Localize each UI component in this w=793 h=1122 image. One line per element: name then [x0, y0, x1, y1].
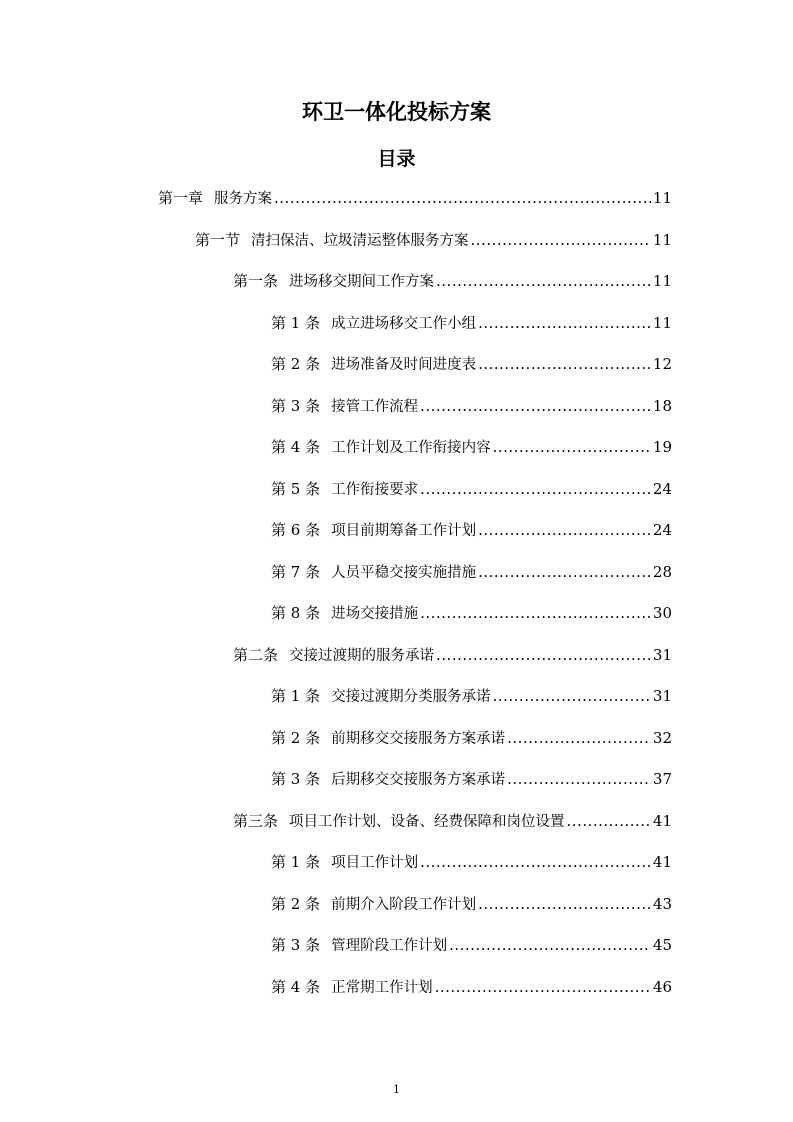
toc-entry-number: 第 4 条 [271, 978, 321, 996]
toc-leader-dots [420, 477, 651, 501]
toc-leader-dots [478, 311, 651, 335]
toc-entry-clause[interactable] [271, 352, 672, 376]
toc-leader-dots [493, 435, 651, 459]
toc-leader-dots [478, 352, 651, 376]
toc-entry-clause[interactable] [271, 518, 672, 542]
toc-entry-clause[interactable] [271, 975, 672, 999]
toc-leader-dots [567, 809, 651, 833]
toc-entry-page: 45 [652, 936, 672, 954]
toc-leader-dots [471, 228, 651, 252]
toc-entry-article[interactable] [233, 809, 672, 833]
toc-entry-title: 人员平稳交接实施措施 [331, 565, 477, 581]
toc-leader-dots [478, 518, 651, 542]
toc-entry-page: 37 [652, 770, 672, 788]
toc-leader-dots [420, 850, 651, 874]
toc-entry-title: 工作计划及工作衔接内容 [331, 440, 491, 456]
toc-leader-dots [478, 560, 651, 584]
toc-entry-number: 第三条 [233, 812, 279, 830]
toc-entry-number: 第 5 条 [271, 480, 321, 498]
toc-entry-title: 前期介入阶段工作计划 [331, 897, 477, 913]
toc-entry-title: 项目工作计划、设备、经费保障和岗位设置 [289, 814, 565, 830]
toc-entry-title: 项目前期筹备工作计划 [331, 523, 477, 539]
toc-entry-page: 41 [652, 812, 672, 830]
toc-entry-title: 管理阶段工作计划 [331, 938, 448, 954]
toc-entry-number: 第 1 条 [271, 687, 321, 705]
toc-entry-title: 工作衔接要求 [331, 482, 419, 498]
toc-leader-dots [435, 975, 651, 999]
toc-entry-chapter[interactable] [158, 186, 672, 210]
toc-leader-dots [478, 892, 651, 916]
toc-entry-number: 第 3 条 [271, 936, 321, 954]
toc-entry-number: 第 2 条 [271, 895, 321, 913]
toc-leader-dots [449, 933, 651, 957]
toc-leader-dots [436, 269, 651, 293]
toc-entry-title: 服务方案 [214, 191, 273, 207]
toc-leader-dots [420, 394, 651, 418]
toc-entry-title: 接管工作流程 [331, 399, 419, 415]
toc-entry-page: 32 [652, 729, 672, 747]
toc-entry-title: 进场准备及时间进度表 [331, 357, 477, 373]
toc-leader-dots [507, 726, 651, 750]
toc-entry-article[interactable] [233, 643, 672, 667]
toc-entry-section[interactable] [195, 228, 672, 252]
toc-entry-page: 11 [652, 189, 672, 207]
toc-entry-number: 第 3 条 [271, 397, 321, 415]
toc-entry-number: 第 3 条 [271, 770, 321, 788]
toc-leader-dots [420, 601, 651, 625]
toc-entry-article[interactable] [233, 269, 672, 293]
toc-leader-dots [274, 186, 651, 210]
toc-entry-title: 正常期工作计划 [331, 980, 433, 996]
toc-entry-page: 11 [652, 272, 672, 290]
toc-entry-page: 46 [652, 978, 672, 996]
toc-entry-number: 第 1 条 [271, 314, 321, 332]
toc-entry-number: 第一条 [233, 272, 279, 290]
toc-entry-title: 交接过渡期的服务承诺 [289, 648, 435, 664]
toc-entry-number: 第 2 条 [271, 355, 321, 373]
toc-entry-page: 11 [652, 231, 672, 249]
toc-entry-page: 18 [652, 397, 672, 415]
toc-entry-number: 第二条 [233, 646, 279, 664]
toc-entry-number: 第 4 条 [271, 438, 321, 456]
toc-entry-page: 11 [652, 314, 672, 332]
toc-entry-title: 前期移交交接服务方案承诺 [331, 731, 506, 747]
toc-entry-clause[interactable] [271, 892, 672, 916]
toc-entry-number: 第一章 [158, 189, 204, 207]
toc-entry-number: 第 8 条 [271, 604, 321, 622]
toc-entry-page: 41 [652, 853, 672, 871]
toc-entry-clause[interactable] [271, 560, 672, 584]
toc-entry-page: 43 [652, 895, 672, 913]
toc-entry-title: 项目工作计划 [331, 855, 419, 871]
toc-entry-page: 31 [652, 687, 672, 705]
toc-leader-dots [493, 684, 651, 708]
toc-entry-clause[interactable] [271, 933, 672, 957]
toc-heading: 目录 [377, 148, 416, 170]
toc-entry-clause[interactable] [271, 684, 672, 708]
toc-entry-page: 30 [652, 604, 672, 622]
toc-entry-number: 第 2 条 [271, 729, 321, 747]
toc-leader-dots [436, 643, 651, 667]
toc-entry-number: 第 1 条 [271, 853, 321, 871]
toc-entry-title: 进场交接措施 [331, 606, 419, 622]
toc-entry-clause[interactable] [271, 850, 672, 874]
page-number: 1 [393, 1083, 400, 1096]
toc-entry-page: 19 [652, 438, 672, 456]
document-title: 环卫一体化投标方案 [302, 100, 491, 124]
toc-entry-page: 28 [652, 563, 672, 581]
toc-entry-number: 第一节 [195, 231, 241, 249]
toc-entry-clause[interactable] [271, 394, 672, 418]
toc-entry-title: 成立进场移交工作小组 [331, 316, 477, 332]
toc-entry-clause[interactable] [271, 311, 672, 335]
toc-entry-clause[interactable] [271, 477, 672, 501]
toc-entry-number: 第 6 条 [271, 521, 321, 539]
toc-entry-title: 交接过渡期分类服务承诺 [331, 689, 491, 705]
toc-entry-page: 31 [652, 646, 672, 664]
toc-entry-clause[interactable] [271, 726, 672, 750]
toc-entry-page: 12 [652, 355, 672, 373]
toc-leader-dots [507, 767, 651, 791]
toc-entry-clause[interactable] [271, 767, 672, 791]
toc-entry-clause[interactable] [271, 435, 672, 459]
toc-entry-page: 24 [652, 480, 672, 498]
toc-entry-page: 24 [652, 521, 672, 539]
toc-entry-number: 第 7 条 [271, 563, 321, 581]
toc-entry-title: 后期移交交接服务方案承诺 [331, 772, 506, 788]
toc-entry-clause[interactable] [271, 601, 672, 625]
toc-entry-title: 清扫保洁、垃圾清运整体服务方案 [251, 233, 469, 249]
toc-entry-title: 进场移交期间工作方案 [289, 274, 435, 290]
